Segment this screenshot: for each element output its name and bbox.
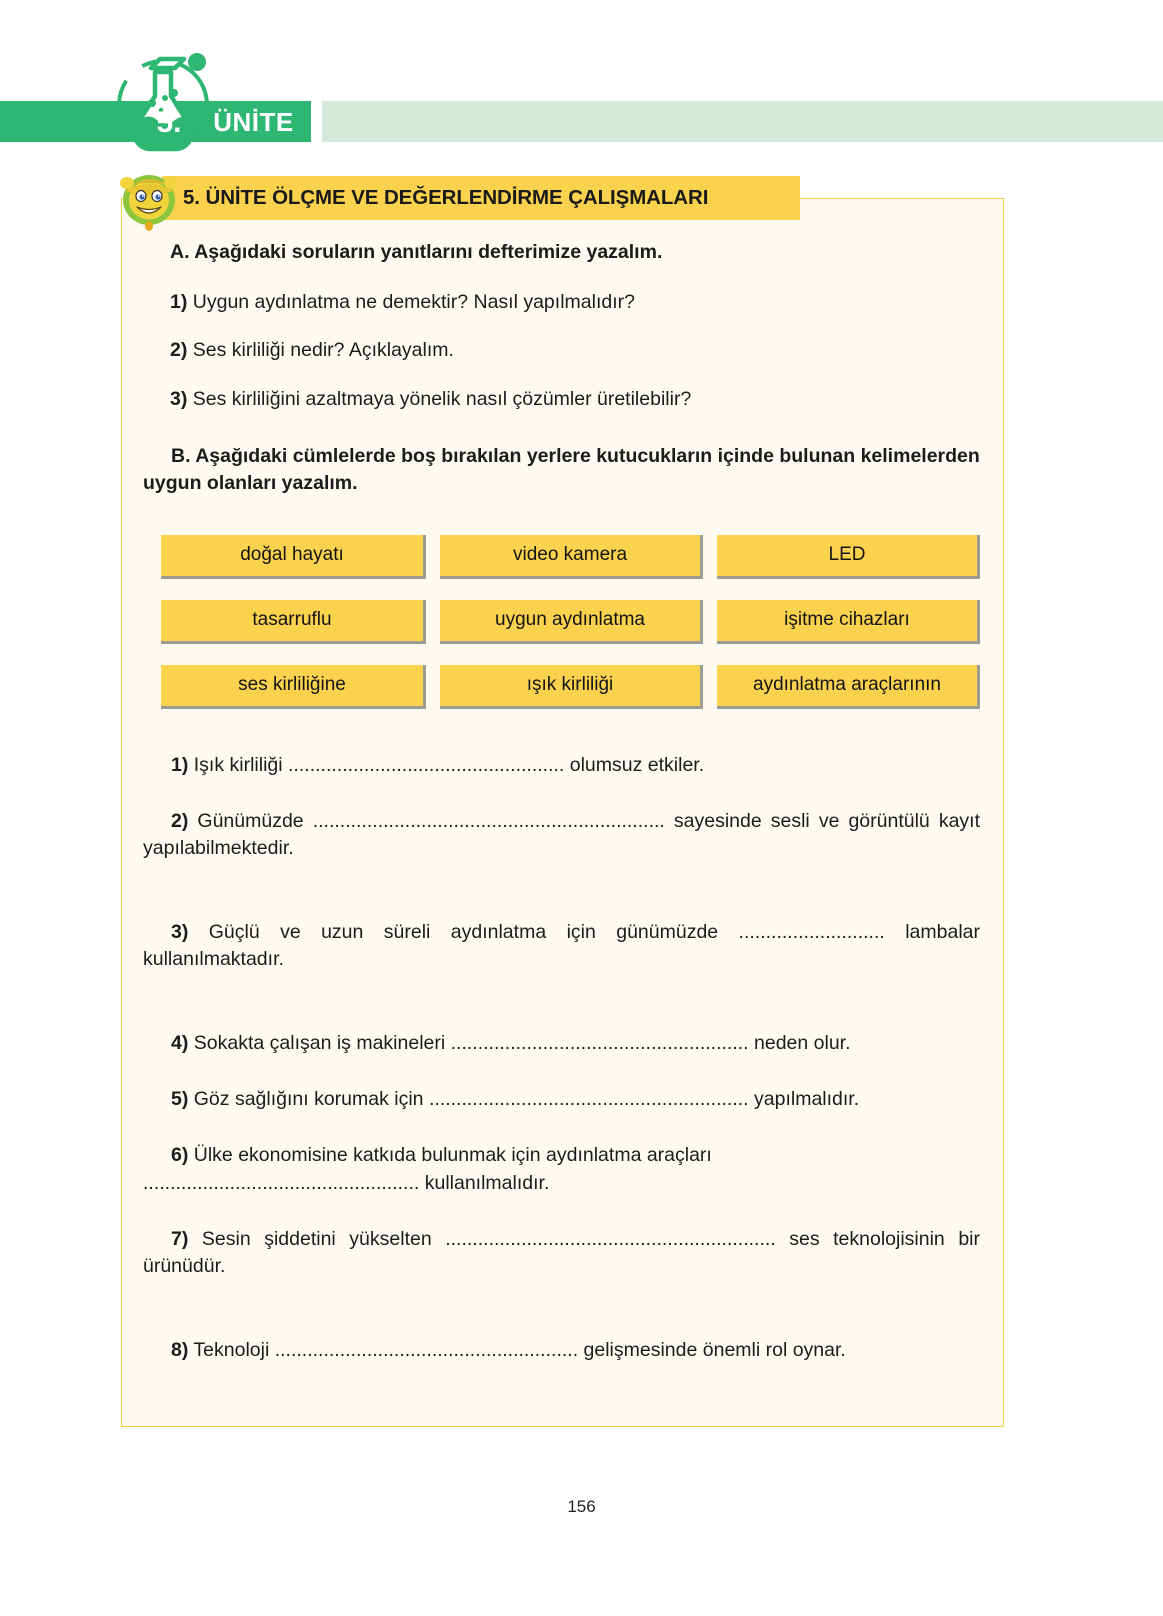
sentence-text: Sesin şiddetini yükselten ............................................................. ses teknolojisinin bir ürünüdür. xyxy=(143,1228,980,1278)
word-box[interactable]: işitme cihazları xyxy=(717,600,980,644)
question-number: 1) xyxy=(170,290,188,313)
sentence-text: Sokakta çalışan iş makineleri ....................................................... neden olur. xyxy=(193,1031,851,1054)
sentence-text: Göz sağlığını korumak için ........................................................... yapılmalıdır. xyxy=(193,1088,860,1111)
content-body xyxy=(121,198,1004,1427)
word-box[interactable]: aydınlatma araçlarının xyxy=(717,665,980,709)
fill-in-sentence-8 xyxy=(143,1337,980,1364)
word-box[interactable]: LED xyxy=(717,535,980,579)
question-text: Uygun aydınlatma ne demektir? Nasıl yapılmalıdır? xyxy=(192,290,635,313)
fill-in-sentence-2 xyxy=(143,808,980,890)
word-bank-row xyxy=(161,535,981,579)
question-number: 3) xyxy=(170,388,188,411)
sentence-number: 6) xyxy=(171,1144,189,1167)
word-bank-row xyxy=(161,600,981,644)
sentence-number: 8) xyxy=(171,1338,189,1361)
fill-in-sentence-5 xyxy=(143,1086,980,1113)
sentence-text: Güçlü ve uzun süreli aydınlatma için günümüzde ........................... lambalar kullanılmaktadır. xyxy=(143,920,980,971)
word-box[interactable]: doğal hayatı xyxy=(161,535,426,579)
mascot-character-icon xyxy=(117,169,183,231)
word-box[interactable]: ses kirliliğine xyxy=(161,665,426,709)
sentence-number: 1) xyxy=(171,753,189,776)
question-number: 2) xyxy=(170,339,188,362)
question-item-1 xyxy=(170,290,980,316)
word-box[interactable]: uygun aydınlatma xyxy=(440,600,703,644)
sentence-number: 2) xyxy=(171,810,189,833)
word-box[interactable]: tasarruflu xyxy=(161,600,426,644)
part-b-heading: B. Aşağıdaki cümlelerde boş bırakılan yerlere kutucukların içinde bulunan kelimelerden uygun olanları yazalım. xyxy=(143,444,980,494)
word-bank-row xyxy=(161,665,981,709)
sentence-number: 3) xyxy=(171,920,189,943)
sentence-text: Günümüzde ................................................................. sayesinde sesli ve görüntülü kayıt yapılabilmektedir. xyxy=(143,810,981,860)
fill-in-sentence-list xyxy=(143,752,980,1364)
question-text: Ses kirliliği nedir? Açıklayalım. xyxy=(192,339,454,362)
sentence-text: Teknoloji ........................................................ gelişmesinde önemli rol oynar. xyxy=(193,1338,846,1361)
part-a-heading: A. Aşağıdaki soruların yanıtlarını defterimize yazalım. xyxy=(170,241,663,263)
page-number: 156 xyxy=(567,1497,596,1516)
fill-in-sentence-4 xyxy=(143,1030,980,1057)
word-box[interactable]: video kamera xyxy=(440,535,703,579)
section-title: 5. ÜNİTE ÖLÇME VE DEĞERLENDİRME ÇALIŞMALARI xyxy=(183,186,709,209)
fill-in-sentence-7 xyxy=(143,1226,980,1308)
sentence-number: 4) xyxy=(171,1031,189,1054)
header-light-green-band xyxy=(322,101,1163,142)
unit-tab-label: ÜNİTE xyxy=(213,106,294,137)
unit-number-text: 5. xyxy=(156,106,182,139)
question-text: Ses kirliliğini azaltmaya yönelik nasıl çözümler üretilebilir? xyxy=(192,388,692,411)
sentence-text: Işık kirliliği ................................................... olumsuz etkiler. xyxy=(193,753,705,776)
question-item-3 xyxy=(170,387,980,413)
sentence-number: 7) xyxy=(171,1228,189,1251)
fill-in-sentence-3 xyxy=(143,919,980,1001)
fill-in-sentence-6 xyxy=(143,1142,980,1197)
word-box[interactable]: ışık kirliliği xyxy=(440,665,703,709)
sentence-number: 5) xyxy=(171,1088,189,1111)
flask-icon xyxy=(108,48,218,158)
section-title-bar xyxy=(162,176,800,220)
question-item-2 xyxy=(170,338,980,364)
word-bank-grid xyxy=(161,535,981,709)
sentence-text: Ülke ekonomisine katkıda bulunmak için aydınlatma araçları ................................................... kullanılmalıdır. xyxy=(143,1144,712,1194)
fill-in-sentence-1 xyxy=(143,752,980,779)
